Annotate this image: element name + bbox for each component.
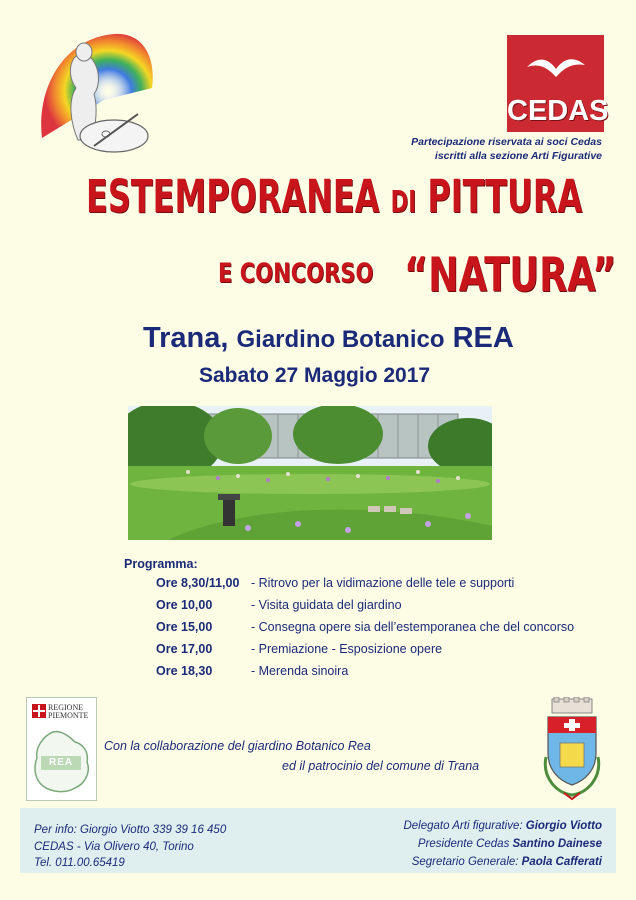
program-time-5: Ore 18,30: [156, 664, 213, 678]
garden-photo: [128, 406, 492, 540]
role-2-name: Santino Dainese: [512, 838, 602, 850]
title-line-1: [86, 170, 582, 223]
role-1-name: Giorgio Viotto: [525, 820, 602, 832]
role-line-2: [418, 838, 602, 850]
title-natura: “NATURA”: [404, 248, 617, 303]
regione-piemonte-logo: [26, 697, 97, 801]
role-1-label: Delegato Arti figurative:: [403, 820, 523, 832]
role-3-label: Segretario Generale:: [411, 856, 519, 868]
title-word-estemporanea: ESTEMPORANEA: [86, 170, 380, 223]
title-word-pittura: PITTURA: [427, 170, 583, 223]
info-line-3: Tel. 011.00.65419: [34, 857, 125, 869]
event-town: Trana,: [143, 322, 229, 354]
title-e-concorso: E CONCORSO: [218, 258, 374, 289]
cedas-logo-text: CEDAS: [507, 95, 609, 127]
program-desc-5: - Merenda sinoira: [251, 664, 349, 678]
regione-label-1: REGIONE: [48, 703, 84, 712]
program-time-1: Ore 8,30/11,00: [156, 576, 240, 590]
program-title: Programma:: [124, 557, 198, 571]
role-line-3: [412, 856, 602, 868]
event-place: Giardino Botanico: [236, 326, 445, 353]
trana-crest-icon: [540, 697, 604, 801]
seagull-icon: [525, 53, 587, 83]
reserved-line-2: iscritti alla sezione Arti Figurative: [434, 150, 602, 162]
event-date: Sabato 27 Maggio 2017: [199, 364, 431, 387]
role-line-1: [403, 820, 602, 832]
program-desc-2: - Visita guidata del giardino: [251, 598, 402, 612]
info-line-1: Per info: Giorgio Viotto 339 39 16 450: [34, 824, 227, 836]
role-2-label: Presidente Cedas: [417, 838, 510, 850]
program-desc-1: - Ritrovo per la vidimazione delle tele e supporti: [251, 576, 515, 590]
collaboration-line-2: ed il patrocinio del comune di Trana: [282, 759, 480, 773]
title-word-di: DI: [390, 185, 417, 220]
reserved-line-1: Partecipazione riservata ai soci Cedas: [411, 136, 602, 148]
role-3-name: Paola Cafferati: [521, 856, 602, 868]
event-location: [143, 322, 514, 355]
program-time-2: Ore 10,00: [156, 598, 213, 612]
program-desc-3: - Consegna opere sia dell’estemporanea che del concorso: [251, 620, 575, 634]
rea-label: REA: [49, 757, 74, 768]
program-time-4: Ore 17,00: [156, 642, 213, 656]
cedas-logo: [507, 35, 609, 132]
event-place-name: REA: [452, 322, 514, 354]
collaboration-line-1: Con la collaborazione del giardino Botanico Rea: [104, 739, 371, 753]
regione-label-2: PIEMONTE: [48, 711, 89, 720]
program-time-3: Ore 15,00: [156, 620, 213, 634]
piemonte-flag-icon: [32, 704, 46, 718]
art-palette-logo: [34, 28, 159, 160]
program-desc-4: - Premiazione - Esposizione opere: [251, 642, 443, 656]
info-line-2: CEDAS - Via Olivero 40, Torino: [34, 841, 194, 853]
